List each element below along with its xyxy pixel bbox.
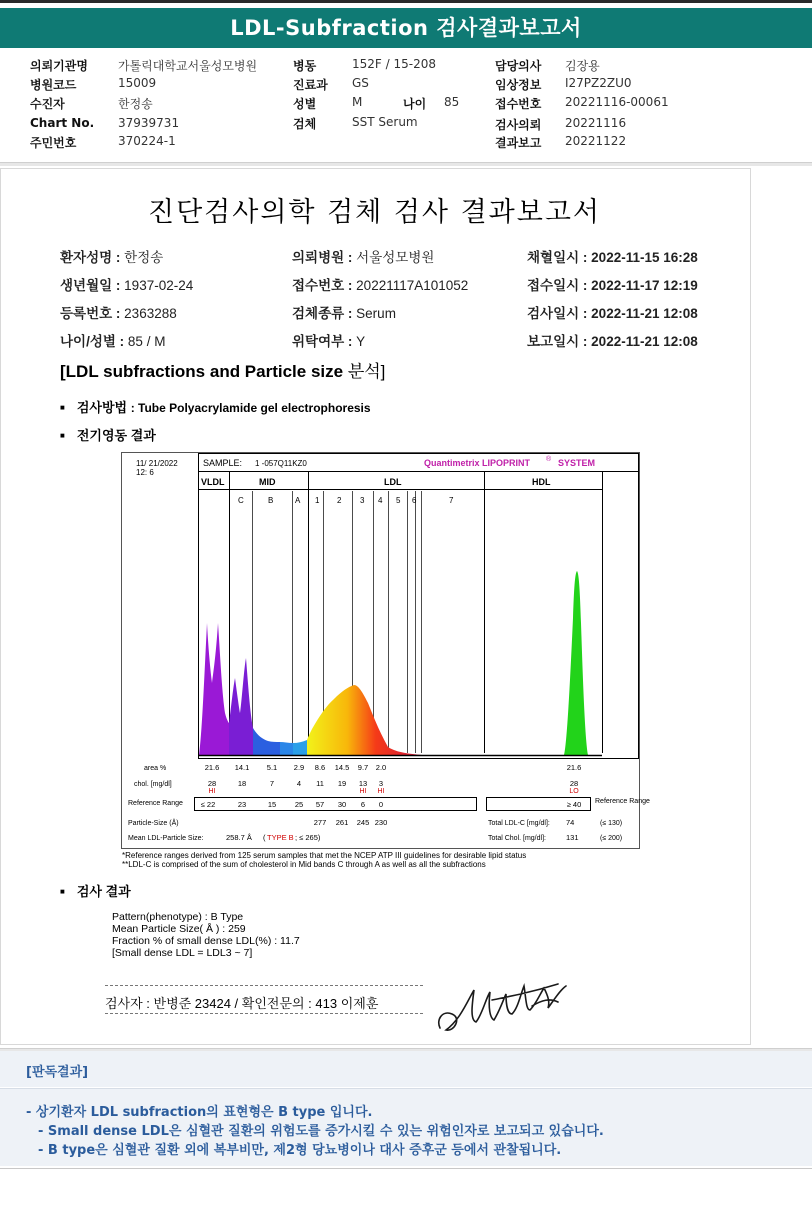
subtitle-en: [LDL subfractions and Particle size bbox=[60, 362, 344, 381]
method-value: : Tube Polyacrylamide gel electrophoresis bbox=[130, 401, 371, 415]
ref-value: 15 bbox=[267, 800, 277, 809]
ref-value: 57 bbox=[315, 800, 325, 809]
chol-value: 28 bbox=[569, 779, 579, 788]
ref-right-label: Reference Range bbox=[595, 798, 650, 805]
info-label: 주민번호 bbox=[30, 136, 77, 150]
flag-hi: HI bbox=[359, 788, 367, 795]
info-value: SST Serum bbox=[352, 115, 418, 129]
band-label: 3 bbox=[360, 496, 365, 505]
area-value: 14.5 bbox=[334, 763, 350, 772]
chol-value: 11 bbox=[316, 779, 324, 788]
mean-size: 258.7 Å bbox=[226, 833, 252, 842]
info-value: M bbox=[352, 95, 363, 109]
row-label-size: Particle-Size (Å) bbox=[128, 820, 179, 827]
paren-open: ( bbox=[263, 833, 266, 842]
mid-c-peak bbox=[229, 658, 253, 755]
page-title: LDL-Subfraction 검사결과보고서 bbox=[0, 8, 812, 48]
info-value: 20221116 bbox=[565, 116, 627, 130]
field-label: 검체종류 : bbox=[292, 306, 357, 321]
row-label-chol: chol. [mg/dl] bbox=[134, 781, 172, 788]
footnotes bbox=[122, 851, 526, 869]
field-value: 2022-11-15 16:28 bbox=[591, 250, 698, 265]
date-field bbox=[527, 330, 698, 350]
size-value: 230 bbox=[374, 818, 388, 827]
field-label: 채혈일시 : bbox=[527, 250, 592, 265]
group-label-vldl: VLDL bbox=[201, 477, 225, 487]
area-value: 9.7 bbox=[357, 763, 369, 772]
brand-suffix: SYSTEM bbox=[558, 458, 596, 468]
info-label: 결과보고 bbox=[495, 136, 542, 150]
info-value: 한정송 bbox=[118, 97, 153, 111]
result-line: [Small dense LDL = LDL3 ~ 7] bbox=[112, 947, 253, 959]
area-value: 21.6 bbox=[566, 763, 582, 772]
field-value: 서울성모병원 bbox=[356, 250, 435, 265]
field-value: 2022-11-21 12:08 bbox=[591, 306, 698, 321]
sample-id: 1 -057Q11KZ0 bbox=[255, 459, 307, 468]
result-line: Mean Particle Size( Å ) : 259 bbox=[112, 923, 246, 935]
area-value: 2.0 bbox=[375, 763, 387, 772]
group-label-ldl: LDL bbox=[384, 477, 402, 487]
brand-name: Quantimetrix LIPOPRINT bbox=[424, 458, 531, 468]
top-border bbox=[0, 0, 812, 8]
band-label: 2 bbox=[337, 496, 342, 505]
field-label: 의뢰병원 : bbox=[292, 250, 357, 265]
section-subtitle bbox=[60, 357, 385, 382]
band-label: C bbox=[238, 496, 244, 505]
chart-date: 11/ 21/2022 bbox=[136, 459, 178, 468]
signature-image bbox=[432, 970, 582, 1040]
size-value: 277 bbox=[313, 818, 327, 827]
field-label: 접수번호 : bbox=[292, 278, 357, 293]
report-title: 진단검사의학 검체 검사 결과보고서 bbox=[148, 197, 601, 228]
method-line bbox=[60, 397, 371, 416]
interpretation-header bbox=[0, 1051, 812, 1087]
vldl-peak bbox=[199, 623, 229, 755]
info-value: GS bbox=[352, 76, 369, 90]
info-label: 의뢰기관명 bbox=[30, 59, 88, 73]
divider bbox=[0, 162, 812, 166]
field-label: 보고일시 : bbox=[527, 334, 592, 349]
info-label: 수진자 bbox=[30, 97, 65, 111]
info-label: 접수번호 bbox=[495, 97, 542, 111]
band-label: 7 bbox=[449, 496, 454, 505]
request-field bbox=[292, 330, 365, 350]
area-value: 5.1 bbox=[266, 763, 278, 772]
interpretation-label: [판독결과] bbox=[26, 1065, 89, 1080]
info-value: I27PZ2ZU0 bbox=[565, 76, 632, 90]
area-value: 14.1 bbox=[234, 763, 250, 772]
interpretation-line: - 상기환자 LDL subfraction의 표현형은 B type 입니다. bbox=[26, 1105, 373, 1120]
field-label: 위탁여부 : bbox=[292, 334, 357, 349]
divider bbox=[0, 1168, 812, 1169]
field-value: 85 / M bbox=[127, 334, 166, 349]
field-label: 나이/성별 : bbox=[60, 334, 128, 349]
row-label-mean: Mean LDL-Particle Size: bbox=[128, 835, 204, 842]
field-value: Y bbox=[356, 334, 366, 349]
field-value: 1937-02-24 bbox=[124, 278, 194, 293]
flag-hi: HI bbox=[208, 788, 216, 795]
type-suffix: ; ≤ 265) bbox=[295, 833, 321, 842]
patient-field bbox=[60, 274, 193, 294]
footnote: *Reference ranges derived from 125 serum samples that met the NCEP ATP III guidelines for desirable lipid status bbox=[122, 851, 527, 860]
result-line: Fraction % of small dense LDL(%) : 11.7 bbox=[112, 935, 300, 947]
info-value: 20221116-00061 bbox=[565, 95, 669, 109]
ldl-profile bbox=[307, 685, 422, 755]
ref-box-left bbox=[195, 798, 477, 811]
date-field bbox=[527, 246, 698, 266]
electro-heading: ■ 전기영동 결과 bbox=[60, 425, 156, 444]
field-label: 접수일시 : bbox=[527, 278, 592, 293]
info-value: 37939731 bbox=[118, 116, 180, 130]
info-label: 나이 bbox=[403, 97, 427, 111]
chol-value: 7 bbox=[269, 779, 275, 788]
band-label: A bbox=[295, 496, 301, 505]
request-field bbox=[292, 302, 396, 322]
ref-row bbox=[201, 800, 582, 809]
hdl-peak bbox=[564, 571, 588, 755]
flag-hi: HI bbox=[377, 788, 385, 795]
divider bbox=[105, 1013, 423, 1014]
group-label-hdl: HDL bbox=[532, 477, 551, 487]
footnote: **LDL-C is comprised of the sum of cholesterol in Mid bands C through A as well as all the subfractions bbox=[122, 860, 486, 869]
date-field bbox=[527, 274, 698, 294]
group-label-mid: MID bbox=[259, 477, 276, 487]
info-label: 병원코드 bbox=[30, 78, 77, 92]
band-label: 5 bbox=[396, 496, 401, 505]
total-ldl-ref: (≤ 130) bbox=[600, 820, 623, 827]
area-row bbox=[205, 763, 582, 772]
info-label: Chart No. bbox=[30, 116, 95, 130]
patient-field bbox=[60, 330, 165, 350]
ref-value: 25 bbox=[294, 800, 304, 809]
area-value: 8.6 bbox=[314, 763, 326, 772]
field-label: 생년월일 : bbox=[60, 278, 125, 293]
patient-field bbox=[60, 302, 177, 322]
field-label: 검사일시 : bbox=[527, 306, 592, 321]
size-value: 261 bbox=[335, 818, 349, 827]
tester-line: 검사자 : 반병준 23424 / 확인전문의 : 413 이제훈 bbox=[105, 996, 379, 1011]
method-label: 검사방법 bbox=[76, 400, 128, 415]
result-line: Pattern(phenotype) : B Type bbox=[112, 911, 244, 923]
type-label: TYPE B bbox=[267, 833, 294, 842]
chol-row bbox=[208, 779, 578, 788]
info-value: 20221122 bbox=[565, 134, 627, 148]
info-value: 85 bbox=[444, 95, 460, 109]
size-value: 245 bbox=[356, 818, 370, 827]
band-label: 1 bbox=[315, 496, 320, 505]
ref-value: 23 bbox=[237, 800, 247, 809]
chol-value: 19 bbox=[337, 779, 347, 788]
info-label: 임상정보 bbox=[495, 78, 542, 92]
ref-value: 6 bbox=[360, 800, 366, 809]
total-ldl-value: 74 bbox=[566, 818, 575, 827]
mid-a2-peak bbox=[293, 740, 307, 755]
subtitle-ko: 분석] bbox=[347, 362, 386, 381]
band-label: 4 bbox=[378, 496, 383, 505]
patient-field bbox=[60, 246, 163, 266]
info-value: 370224-1 bbox=[118, 134, 176, 148]
interpretation-line: - Small dense LDL은 심혈관 질환의 위험도를 증가시킬 수 있는 위험인자로 보고되고 있습니다. bbox=[38, 1124, 604, 1139]
field-value: 한정송 bbox=[124, 250, 164, 265]
chol-value: 18 bbox=[237, 779, 247, 788]
ref-value: ≥ 40 bbox=[566, 800, 582, 809]
flag-row bbox=[209, 788, 580, 795]
info-value: 가톨릭대학교서울성모병원 bbox=[118, 59, 258, 73]
info-label: 성별 bbox=[293, 97, 317, 111]
info-label: 진료과 bbox=[293, 78, 328, 92]
ref-value: ≤ 22 bbox=[200, 800, 216, 809]
total-chol-ref: (≤ 200) bbox=[600, 835, 623, 842]
info-label: 담당의사 bbox=[495, 59, 542, 73]
result-block bbox=[112, 911, 300, 959]
chart-time: 12: 6 bbox=[136, 468, 154, 477]
total-ldl-label: Total LDL-C [mg/dl]: bbox=[488, 820, 550, 827]
chol-value: 13 bbox=[358, 779, 368, 788]
info-label: 검사의뢰 bbox=[495, 118, 542, 132]
field-value: Serum bbox=[356, 306, 396, 321]
info-value: 152F / 15-208 bbox=[352, 57, 436, 71]
row-label-area: area % bbox=[144, 765, 167, 772]
size-row bbox=[314, 818, 388, 827]
field-label: 환자성명 : bbox=[60, 250, 125, 265]
electrophoresis-chart bbox=[121, 452, 650, 849]
area-value: 2.9 bbox=[293, 763, 305, 772]
info-value: 김장용 bbox=[565, 59, 600, 73]
row-label-ref: Reference Range bbox=[128, 800, 183, 807]
band-label: 6 bbox=[412, 496, 417, 505]
info-value: 15009 bbox=[118, 76, 157, 90]
chol-value: 4 bbox=[296, 779, 302, 788]
field-value: 2363288 bbox=[124, 306, 177, 321]
sample-label: SAMPLE: bbox=[203, 458, 243, 468]
flag-lo: LO bbox=[569, 788, 579, 795]
mid-b-peak bbox=[253, 728, 280, 755]
ref-value: 30 bbox=[337, 800, 347, 809]
request-field bbox=[292, 246, 434, 266]
chart-svg bbox=[122, 453, 650, 848]
field-value: 2022-11-17 12:19 bbox=[591, 278, 698, 293]
info-label: 병동 bbox=[293, 59, 317, 73]
band-label: B bbox=[268, 496, 274, 505]
brand-mark: ® bbox=[546, 456, 552, 463]
total-chol-label: Total Chol. [mg/dl]: bbox=[488, 835, 546, 842]
area-value: 21.6 bbox=[204, 763, 220, 772]
chol-value: 28 bbox=[207, 779, 217, 788]
mid-a-peak bbox=[280, 742, 293, 755]
field-label: 등록번호 : bbox=[60, 306, 125, 321]
total-chol-value: 131 bbox=[566, 833, 579, 842]
result-heading: ■ 검사 결과 bbox=[60, 881, 131, 900]
date-field bbox=[527, 302, 698, 322]
ref-value: 0 bbox=[378, 800, 384, 809]
info-label: 검체 bbox=[293, 117, 317, 131]
request-field bbox=[292, 274, 468, 294]
field-value: 20221117A101052 bbox=[356, 278, 469, 293]
chol-value: 3 bbox=[378, 779, 384, 788]
field-value: 2022-11-21 12:08 bbox=[591, 334, 698, 349]
divider bbox=[105, 985, 423, 986]
interpretation-line: - B type은 심혈관 질환 외에 복부비만, 제2형 당뇨병이나 대사 증후군 등에서 관찰됩니다. bbox=[38, 1143, 562, 1158]
